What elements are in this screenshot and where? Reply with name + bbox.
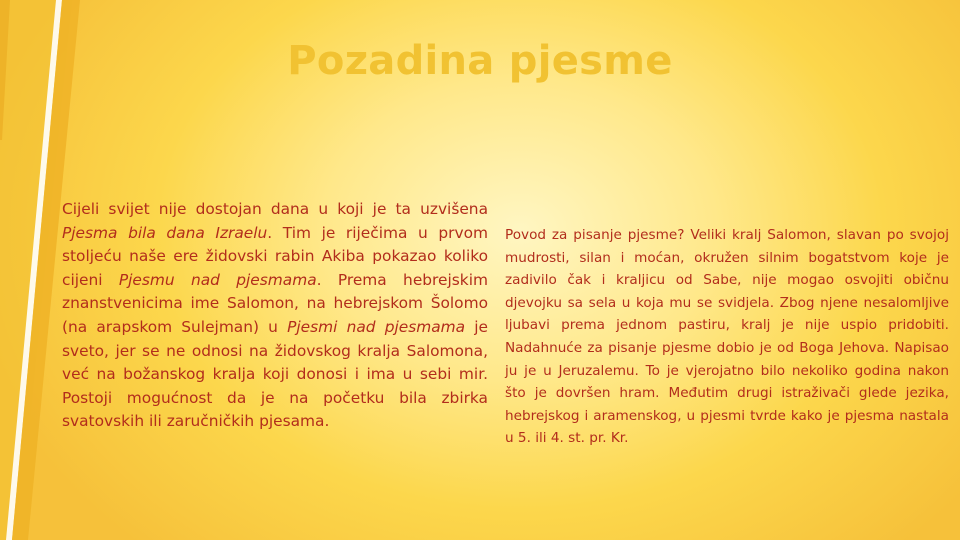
left-text-3: . Prema hebrejskim znanstvenicima ime Salomon, na hebrejskom Šolomo (na arapskom Sulejman) u [62, 270, 488, 336]
left-italic-2: Pjesmu nad pjesmama [118, 270, 317, 289]
right-paragraph: Povod za pisanje pjesme? Veliki kralj Salomon, slavan po svojoj mudrosti, silan i moćan, okružen silnim bogatstvom koje je zadivilo čak i kraljicu od Sabe, nije mogao osvojiti običnu djevojku sa sela u koja mu se svidjela. Zbog njene nesalomljive ljubavi prema jednom pastiru, kralj je nije uspio pridobiti. Nadahnuće za pisanje pjesme dobio je od Boga Jehova. Napisao ju je u Jeruzalemu. To je vjerojatno bilo nekoliko godina nakon što je dovršen hram. Međutim drugi istraživači glede jezika, hebrejskog i aramenskog, u pjesmi tvrde kako je pjesma nastala u 5. ili 4. st. pr. Kr. [505, 227, 949, 447]
left-text-2: . Tim je riječima u prvom stoljeću naše ere židovski rabin Akiba pokazao koliko cijeni [62, 223, 488, 289]
left-paragraph [62, 198, 488, 434]
left-text-4: je sveto, jer se ne odnosi na židovskog kralja Salomona, već na božanskog kralja koji donosi i ima u sebi mir. Postoji mogućnost da je na početku bila zbirka svatovskih ili zaručničkih pjesama. [62, 317, 488, 431]
slide-title: Pozadina pjesme [287, 38, 673, 84]
left-italic-1: Pjesma bila dana Izraelu [62, 223, 268, 242]
left-italic-3: Pjesmi nad pjesmama [287, 317, 466, 336]
left-text-1: Cijeli svijet nije dostojan dana u koji je ta uzvišena [62, 200, 488, 218]
